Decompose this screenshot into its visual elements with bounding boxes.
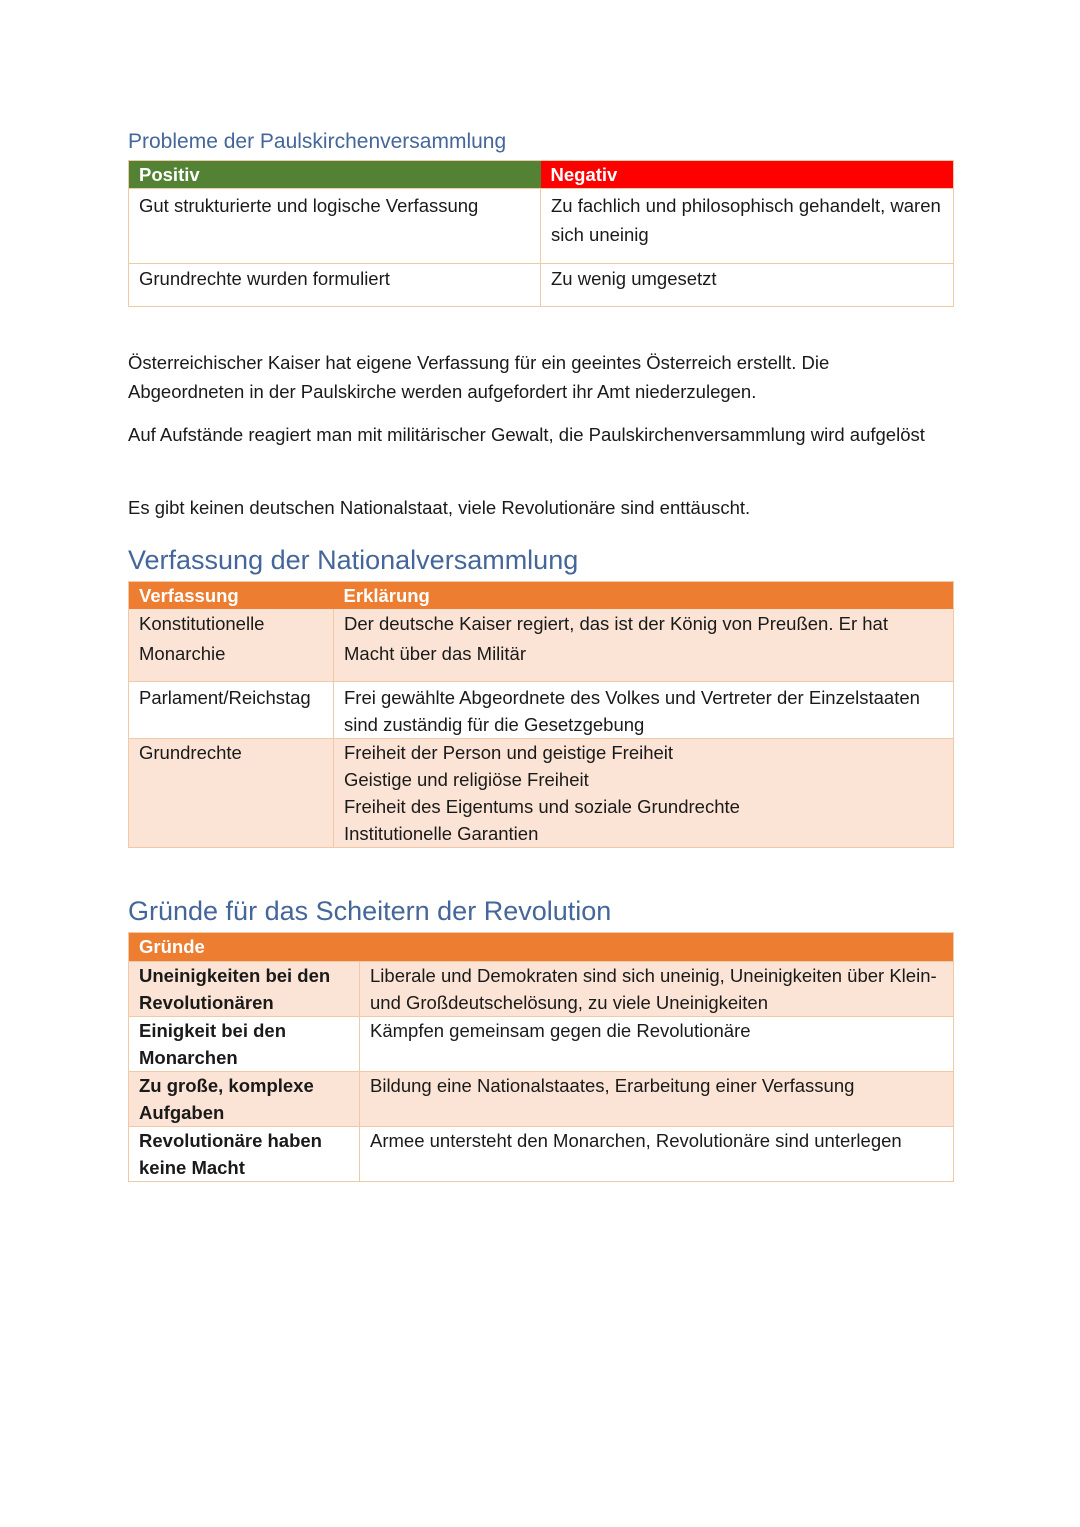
table-row [129,682,954,739]
cell-detail: Liberale und Demokraten sind sich uneinig, Uneinigkeiten über Klein- und Großdeutschelösung, zu viele Uneinigkeiten [360,962,954,1017]
explanation-line: Freiheit des Eigentums und soziale Grundrechte [344,796,740,817]
constitution-table [128,581,954,848]
paragraph: Es gibt keinen deutschen Nationalstaat, viele Revolutionäre sind enttäuscht. [128,497,751,518]
section-heading-problems: Probleme der Paulskirchenversammlung [128,130,507,153]
header-negative: Negativ [541,161,954,189]
cell-term: Konstitutionelle Monarchie [129,609,334,682]
cell-detail: Bildung eine Nationalstaates, Erarbeitung einer Verfassung [360,1072,954,1127]
table-row [129,962,954,1017]
explanation-line: Institutionelle Garantien [344,823,539,844]
cell-positive: Gut strukturierte und logische Verfassung [129,189,541,264]
cell-detail: Armee untersteht den Monarchen, Revolutionäre sind unterlegen [360,1127,954,1182]
cell-reason: Uneinigkeiten bei den Revolutionären [129,962,360,1017]
section-heading-constitution: Verfassung der Nationalversammlung [128,545,579,575]
paragraph: Auf Aufstände reagiert man mit militärischer Gewalt, die Paulskirchenversammlung wird aufgelöst [128,424,925,445]
header-explanation: Erklärung [334,582,954,610]
cell-positive: Grundrechte wurden formuliert [129,264,541,307]
table-row [129,1127,954,1182]
reasons-table [128,932,954,1182]
cell-reason: Revolutionäre haben keine Macht [129,1127,360,1182]
explanation-line: Freiheit der Person und geistige Freiheit [344,742,674,763]
table-row [129,739,954,848]
table-row [129,264,954,307]
cell-reason: Zu große, komplexe Aufgaben [129,1072,360,1127]
cell-detail: Kämpfen gemeinsam gegen die Revolutionäre [360,1017,954,1072]
cell-negative: Zu wenig umgesetzt [541,264,954,307]
table-row [129,1017,954,1072]
cell-term: Grundrechte [129,739,334,848]
cell-explanation: Der deutsche Kaiser regiert, das ist der König von Preußen. Er hat Macht über das Militär [334,609,954,682]
cell-negative: Zu fachlich und philosophisch gehandelt, waren sich uneinig [541,189,954,264]
cell-explanation [334,739,954,848]
header-positive: Positiv [129,161,541,189]
table-row [129,1072,954,1127]
cell-explanation: Frei gewählte Abgeordnete des Volkes und Vertreter der Einzelstaaten sind zuständig für die Gesetzgebung [334,682,954,739]
cell-term: Parlament/Reichstag [129,682,334,739]
header-reasons: Gründe [129,933,954,962]
cell-reason: Einigkeit bei den Monarchen [129,1017,360,1072]
paragraph: Österreichischer Kaiser hat eigene Verfassung für ein geeintes Österreich erstellt. Die Abgeordneten in der Paulskirche werden aufgefordert ihr Amt niederzulegen. [128,352,830,402]
table-row [129,609,954,682]
header-term: Verfassung [129,582,334,610]
explanation-line: Geistige und religiöse Freiheit [344,769,589,790]
problems-table [128,160,954,307]
table-row [129,189,954,264]
section-heading-reasons: Gründe für das Scheitern der Revolution [128,896,612,926]
